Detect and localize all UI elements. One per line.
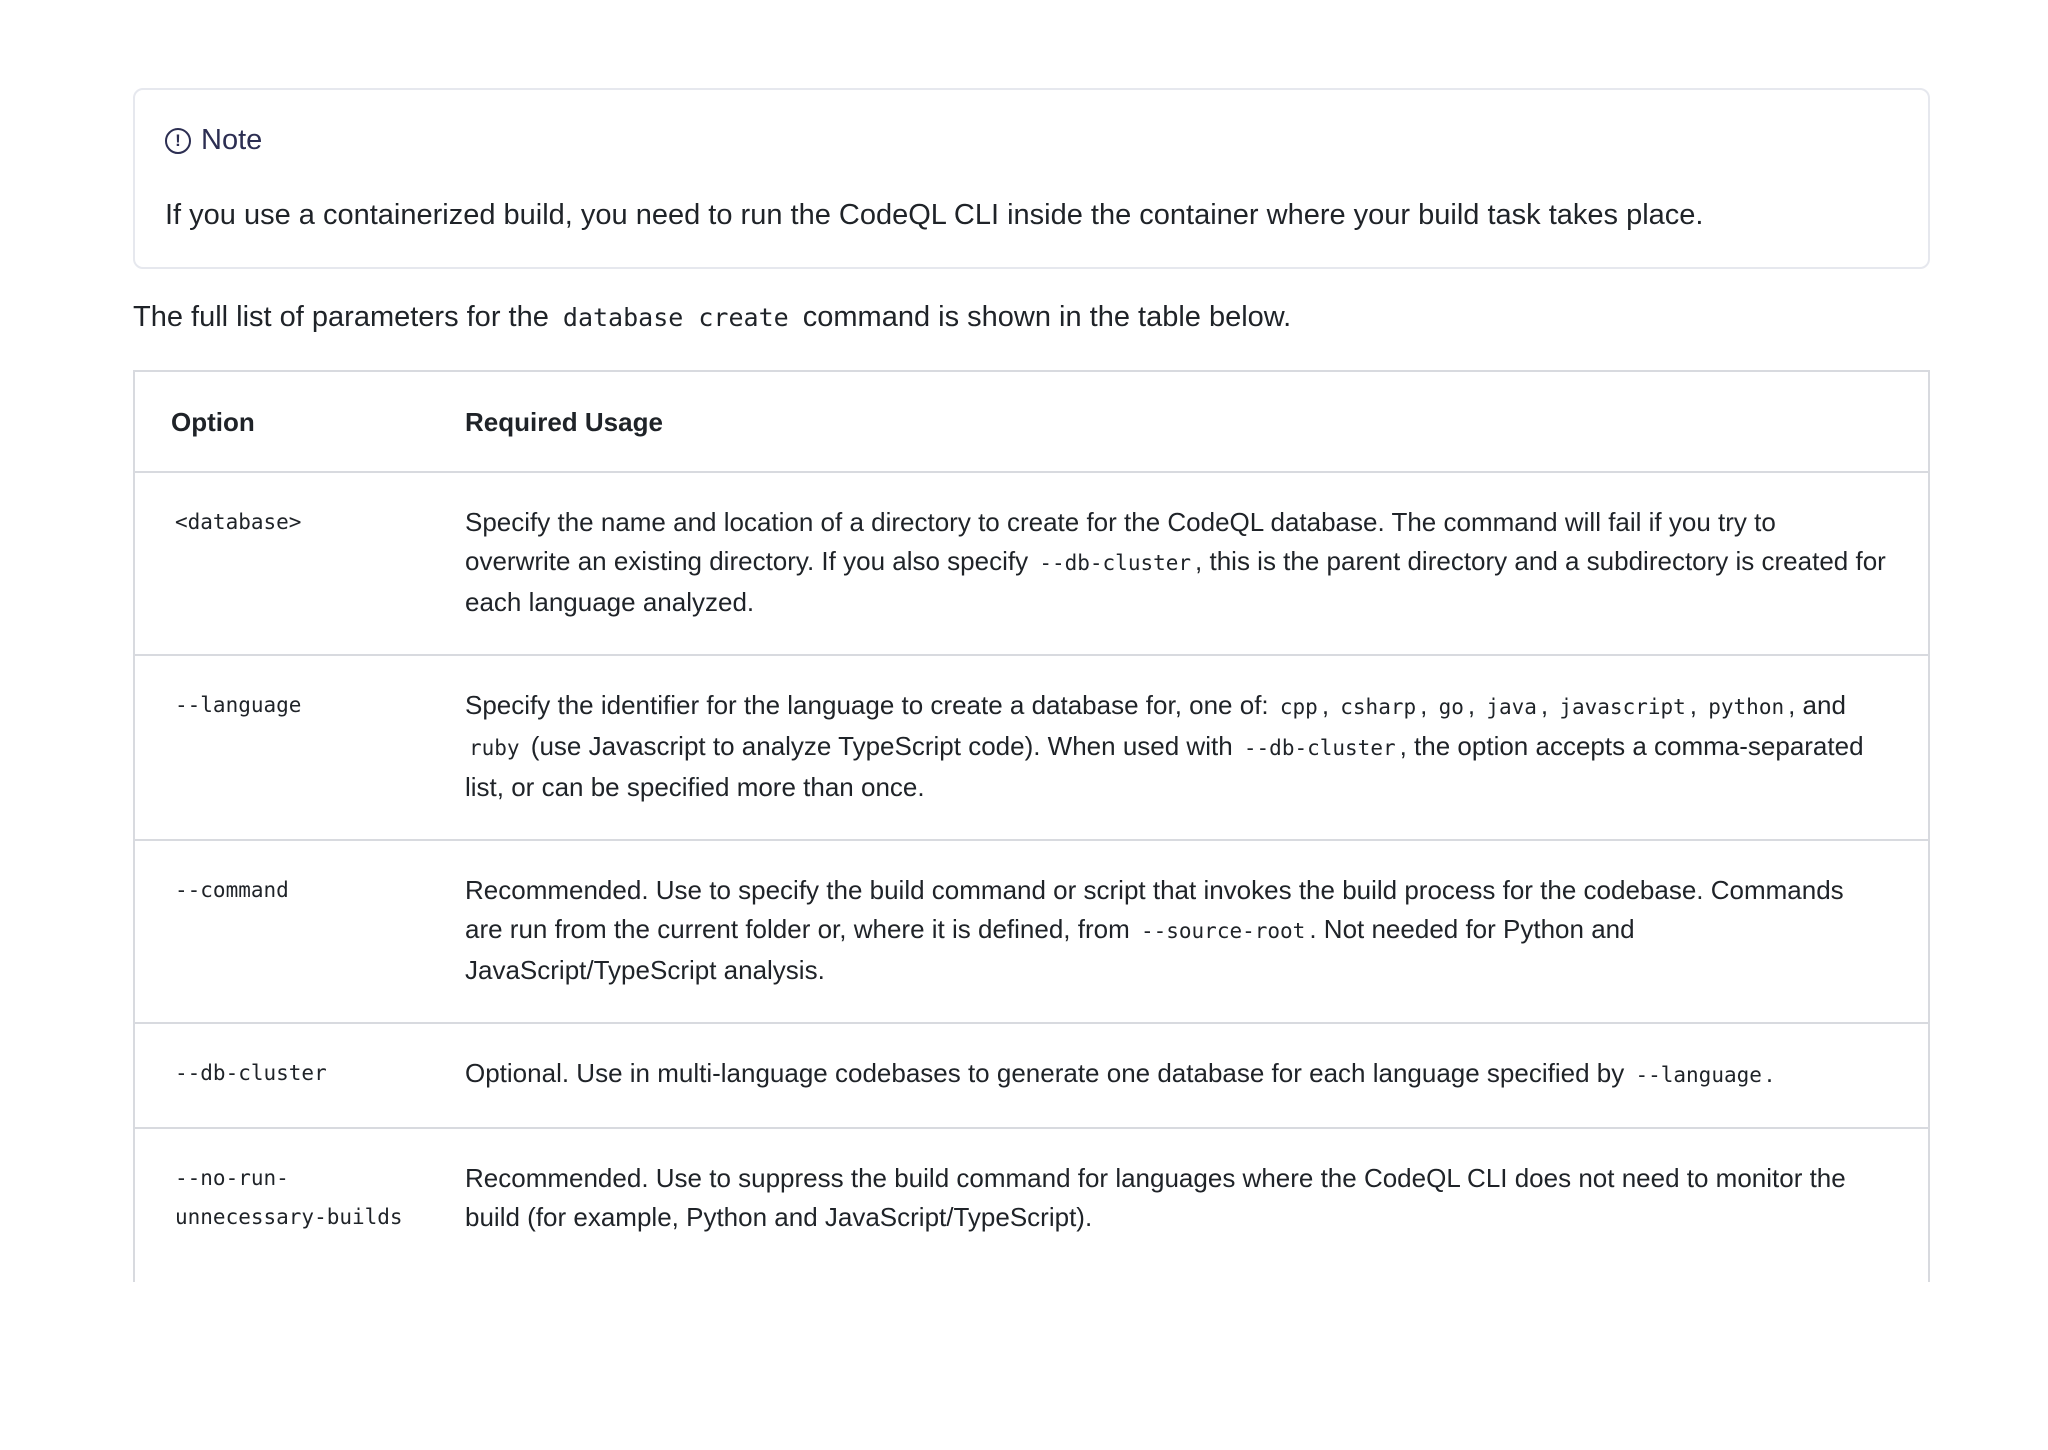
parameters-table-container xyxy=(133,370,1930,1282)
table-row xyxy=(135,1023,1928,1128)
usage-text: , the option accepts a comma-separated list, or can be specified more than once. xyxy=(465,731,1864,803)
inline-code: --language xyxy=(1635,1063,1762,1088)
usage-text: (use Javascript to analyze TypeScript code). When used with xyxy=(523,731,1240,762)
column-header-option: Option xyxy=(135,372,441,472)
usage-text: . xyxy=(1765,1058,1774,1089)
inline-code: cpp xyxy=(1279,695,1318,720)
option-usage xyxy=(441,840,1928,1023)
usage-text: Optional. Use in multi-language codebases to generate one database for each language specified by xyxy=(465,1058,1632,1089)
table-row xyxy=(135,840,1928,1023)
parameters-table xyxy=(135,372,1928,1269)
option-usage xyxy=(441,472,1928,655)
usage-text: , and xyxy=(1788,690,1846,721)
intro-code: database create xyxy=(562,302,789,332)
table-header-row xyxy=(135,372,1928,472)
note-title: Note xyxy=(201,124,263,156)
option-usage xyxy=(441,1128,1928,1269)
usage-text: Recommended. Use to specify the build command or script that invokes the build process for the codebase. Commands are run from the current folder or, where it is defined, from xyxy=(465,875,1844,945)
exclamation-circle-icon: ! xyxy=(165,128,191,154)
column-header-usage: Required Usage xyxy=(441,372,1928,472)
usage-text: Recommended. Use to suppress the build command for languages where the CodeQL CLI does not need to monitor the build (for example, Python and JavaScript/TypeScript). xyxy=(465,1163,1846,1233)
option-name: --command xyxy=(135,840,441,1023)
usage-text: Specify the name and location of a directory to create for the CodeQL database. The command will fail if you try to overwrite an existing directory. If you also specify xyxy=(465,507,1776,577)
option-name: --language xyxy=(135,655,441,840)
usage-text: . Not needed for Python and JavaScript/TypeScript analysis. xyxy=(465,914,1635,986)
inline-code: ruby xyxy=(469,736,520,761)
usage-text: , xyxy=(1467,690,1483,721)
note-body: If you use a containerized build, you need to run the CodeQL CLI inside the container where your build task takes place. xyxy=(165,199,1704,231)
usage-text: , xyxy=(1540,690,1556,721)
usage-text: , this is the parent directory and a subdirectory is created for each language analyzed. xyxy=(465,546,1886,618)
inline-code: javascript xyxy=(1559,695,1686,720)
inline-code: --source-root xyxy=(1140,919,1306,944)
intro-paragraph xyxy=(133,299,1930,337)
inline-code: go xyxy=(1438,695,1464,720)
option-usage xyxy=(441,655,1928,840)
inline-code: java xyxy=(1486,695,1537,720)
inline-code: --db-cluster xyxy=(1243,736,1396,761)
inline-code: csharp xyxy=(1340,695,1417,720)
content xyxy=(133,88,1930,1282)
option-usage xyxy=(441,1023,1928,1128)
table-row xyxy=(135,655,1928,840)
note-callout xyxy=(133,88,1930,269)
inline-code: --db-cluster xyxy=(1039,551,1192,576)
usage-text: , xyxy=(1689,690,1705,721)
table-row xyxy=(135,1128,1928,1269)
note-header xyxy=(165,126,1898,155)
usage-text: , xyxy=(1321,690,1337,721)
usage-text: , xyxy=(1420,690,1435,721)
intro-text-before: The full list of parameters for the xyxy=(133,300,557,333)
option-name: --no-run-unnecessary-builds xyxy=(175,1166,403,1230)
table-row xyxy=(135,472,1928,655)
intro-text-after: command is shown in the table below. xyxy=(794,300,1292,333)
option-name: --db-cluster xyxy=(135,1023,441,1128)
table-body xyxy=(135,472,1928,1269)
option-name: <database> xyxy=(135,472,441,655)
usage-text: Specify the identifier for the language to create a database for, one of: xyxy=(465,690,1276,721)
inline-code: python xyxy=(1708,695,1785,720)
